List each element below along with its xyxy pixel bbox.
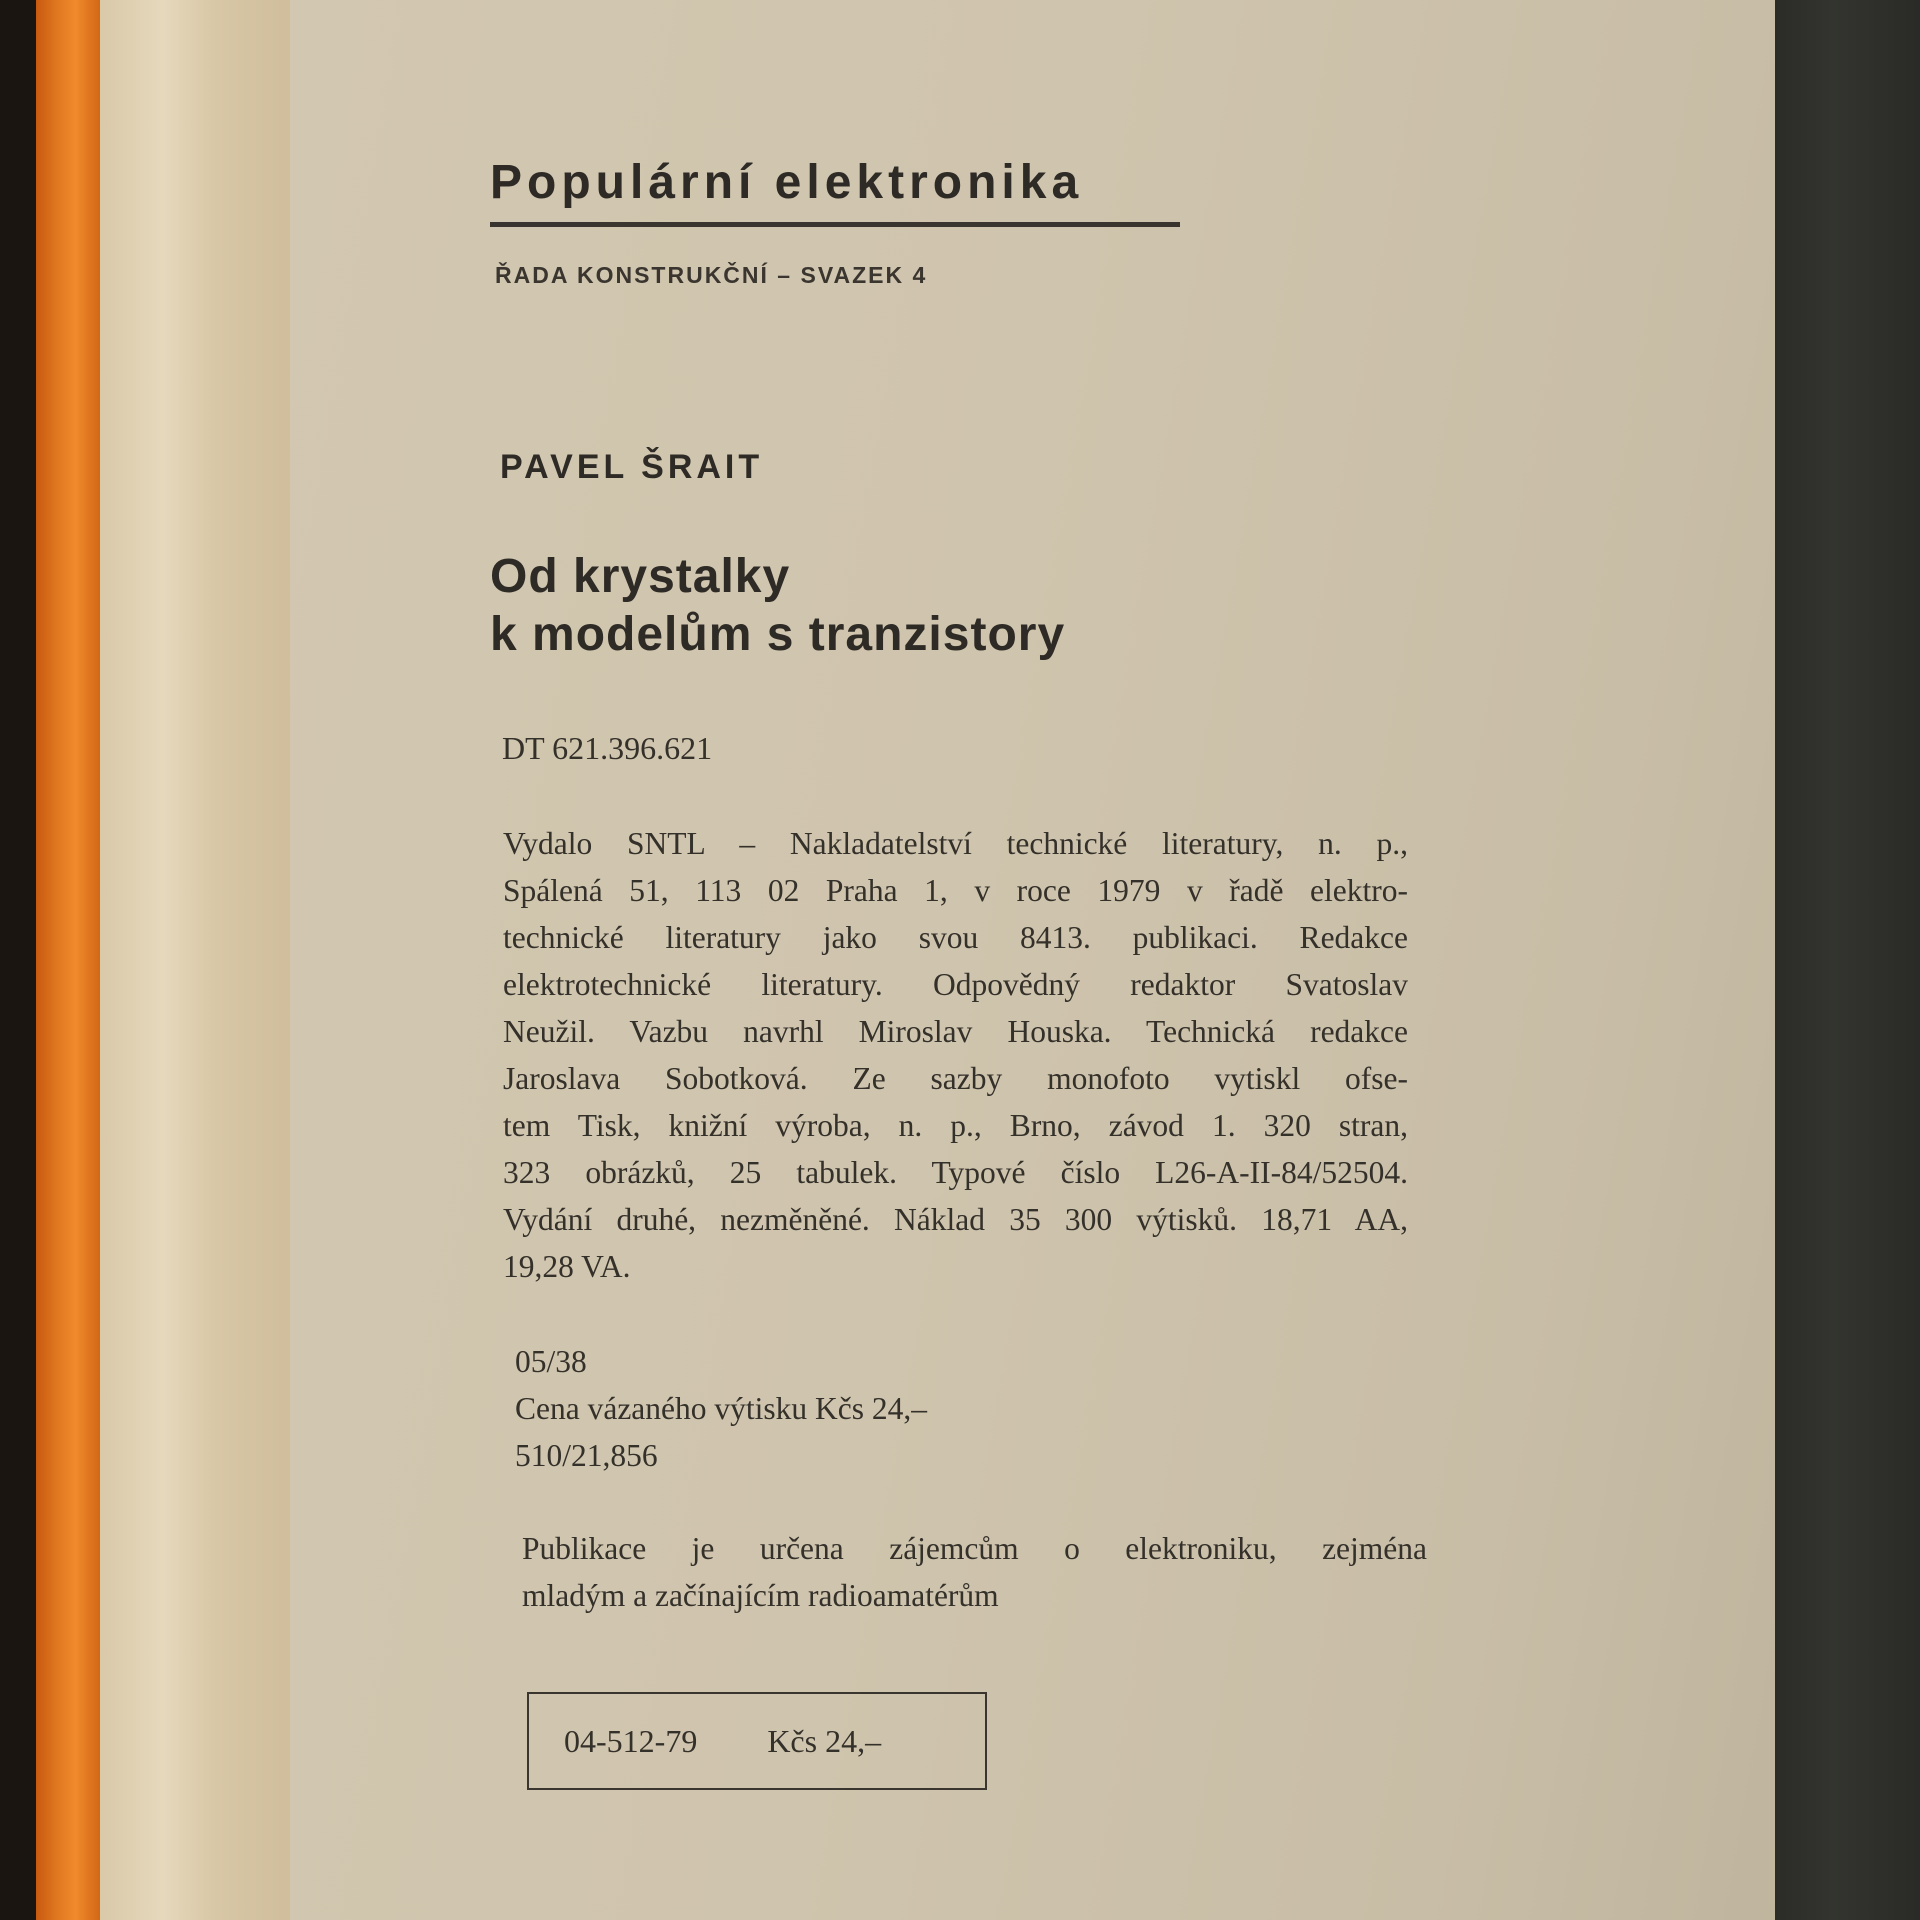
imprint-paragraph: [503, 820, 1408, 1290]
dt-classification: DT 621.396.621: [502, 730, 713, 766]
imprint-line: tem Tisk, knižní výroba, n. p., Brno, závod 1. 320 stran,: [503, 1108, 1408, 1143]
audience-line: mladým a začínajícím radioamatérům: [522, 1578, 999, 1613]
book-title-line: Od krystalky: [490, 550, 791, 603]
imprint-line: 19,28 VA.: [503, 1249, 631, 1284]
imprint-line: 323 obrázků, 25 tabulek. Typové číslo L26-A-II-84/52504.: [503, 1155, 1408, 1190]
price-line: 510/21,856: [515, 1438, 658, 1473]
price-box-code: 04-512-79: [564, 1722, 698, 1759]
series-subtitle: ŘADA KONSTRUKČNÍ – SVAZEK 4: [495, 262, 928, 288]
audience-note: [522, 1525, 1427, 1619]
book-title-line: k modelům s tranzistory: [490, 608, 1066, 661]
price-line: 05/38: [515, 1344, 587, 1379]
audience-line: Publikace je určena zájemcům o elektroniku, zejména: [522, 1531, 1427, 1566]
price-box-price: Kčs 24,–: [767, 1722, 882, 1759]
book-title: [490, 548, 1065, 664]
series-rule: [490, 222, 1180, 227]
background-left: [0, 0, 40, 1920]
price-line: Cena vázaného výtisku Kčs 24,–: [515, 1391, 928, 1426]
imprint-line: Neužil. Vazbu navrhl Miroslav Houska. Technická redakce: [503, 1014, 1408, 1049]
book-spine: [36, 0, 102, 1920]
price-box: [527, 1692, 987, 1790]
imprint-line: technické literatury jako svou 8413. publikaci. Redakce: [503, 920, 1408, 955]
price-info: [515, 1338, 927, 1479]
imprint-line: Vydalo SNTL – Nakladatelství technické literatury, n. p.,: [503, 826, 1408, 861]
imprint-line: Jaroslava Sobotková. Ze sazby monofoto vytiskl ofse-: [503, 1061, 1408, 1096]
imprint-line: Vydání druhé, nezměněné. Náklad 35 300 výtisků. 18,71 AA,: [503, 1202, 1408, 1237]
series-title: Populární elektronika: [490, 156, 1084, 209]
background-right: [1775, 0, 1920, 1920]
imprint-line: Spálená 51, 113 02 Praha 1, v roce 1979 v řadě elektro-: [503, 873, 1408, 908]
author-name: PAVEL ŠRAIT: [500, 448, 764, 486]
imprint-line: elektrotechnické literatury. Odpovědný redaktor Svatoslav: [503, 967, 1408, 1002]
page-edge: [100, 0, 310, 1920]
